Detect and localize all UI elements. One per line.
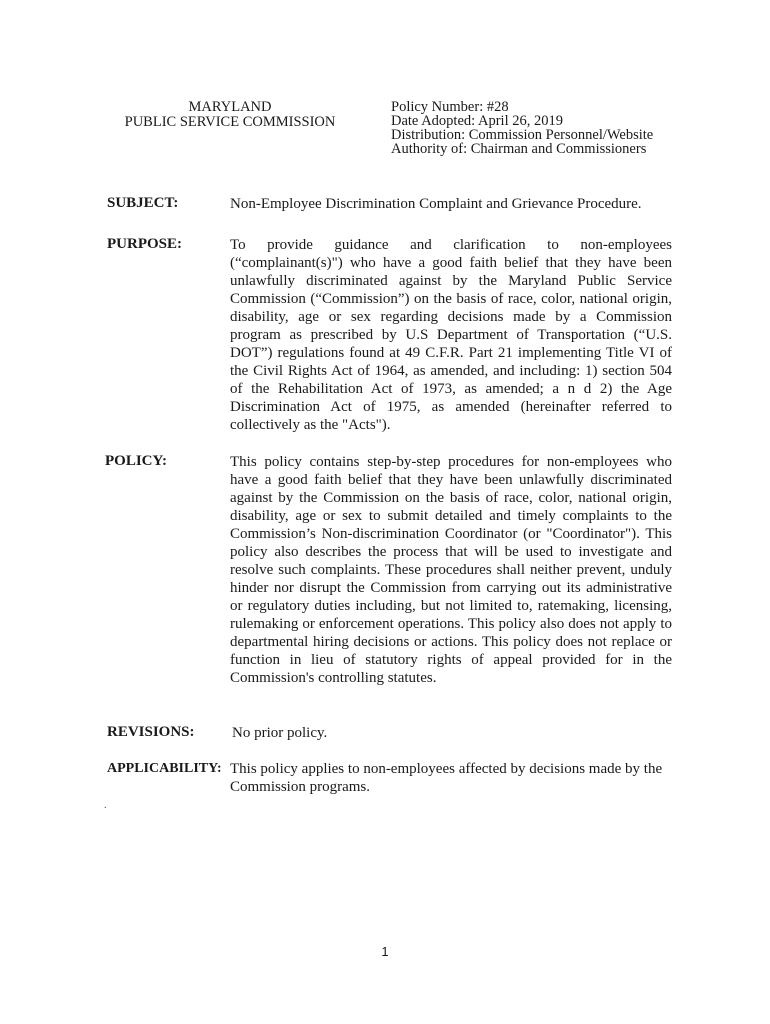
subject-text: Non-Employee Discrimination Complaint and Grievance Procedure. [230, 196, 642, 212]
purpose-label: PURPOSE: [107, 236, 182, 252]
applicability-text [230, 760, 674, 796]
applicability-text-content: This policy applies to non-employees affected by decisions made by the Commission programs. [230, 761, 663, 795]
policy-text: This policy contains step-by-step procedures for non-employees who have a good faith belief that they have been unlawfully discriminated against by the Commission on the basis of race, color, national origin, disability, age or sex to submit detailed and timely complaints to the Commission’s Non-discrimination Coordinator (or "Coordinator"). This policy also describes the process that will be used to investigate and resolve such complaints. These procedures shall neither prevent, unduly hinder nor disrupt the Commission from carrying out its administrative or regulatory duties including, but not limited to, ratemaking, licensing, rulemaking or enforcement operations. This policy also does not apply to departmental hiring decisions or actions. This policy does not replace or function in lieu of statutory rights of appeal provided for in the Commission's controlling statutes. [230, 454, 672, 686]
agency-header [110, 100, 350, 130]
applicability-label: APPLICABILITY: [107, 761, 222, 776]
agency-name: PUBLIC SERVICE COMMISSION [124, 114, 336, 130]
date-adopted: Date Adopted: April 26, 2019 [391, 113, 563, 129]
policy-meta [391, 100, 653, 156]
page-number: 1 [381, 944, 389, 959]
stray-mark: . [104, 800, 107, 811]
policy-label: POLICY: [105, 453, 167, 469]
policy-number: Policy Number: #28 [391, 99, 509, 115]
subject-label: SUBJECT: [107, 195, 179, 211]
agency-state: MARYLAND [188, 99, 272, 115]
revisions-label: REVISIONS: [107, 724, 195, 740]
authority: Authority of: Chairman and Commissioners [391, 141, 647, 157]
distribution: Distribution: Commission Personnel/Website [391, 127, 654, 143]
purpose-text: To provide guidance and clarification to non-employees (“complainant(s)") who have a good faith belief that they have been unlawfully discriminated against by the Maryland Public Service Commission (“Commission”) on the basis of race, color, national origin, disability, age or sex regarding decisions made by a Commission program as prescribed by U.S Department of Transportation (“U.S. DOT”) regulations found at 49 C.F.R. Part 21 implementing Title VI of the Civil Rights Act of 1964, as amended, and including: 1) section 504 of the Rehabilitation Act of 1973, as amended; a n d 2) the Age Discrimination Act of 1975, as amended (hereinafter referred to collectively as the "Acts"). [230, 237, 672, 433]
revisions-text: No prior policy. [232, 725, 328, 741]
